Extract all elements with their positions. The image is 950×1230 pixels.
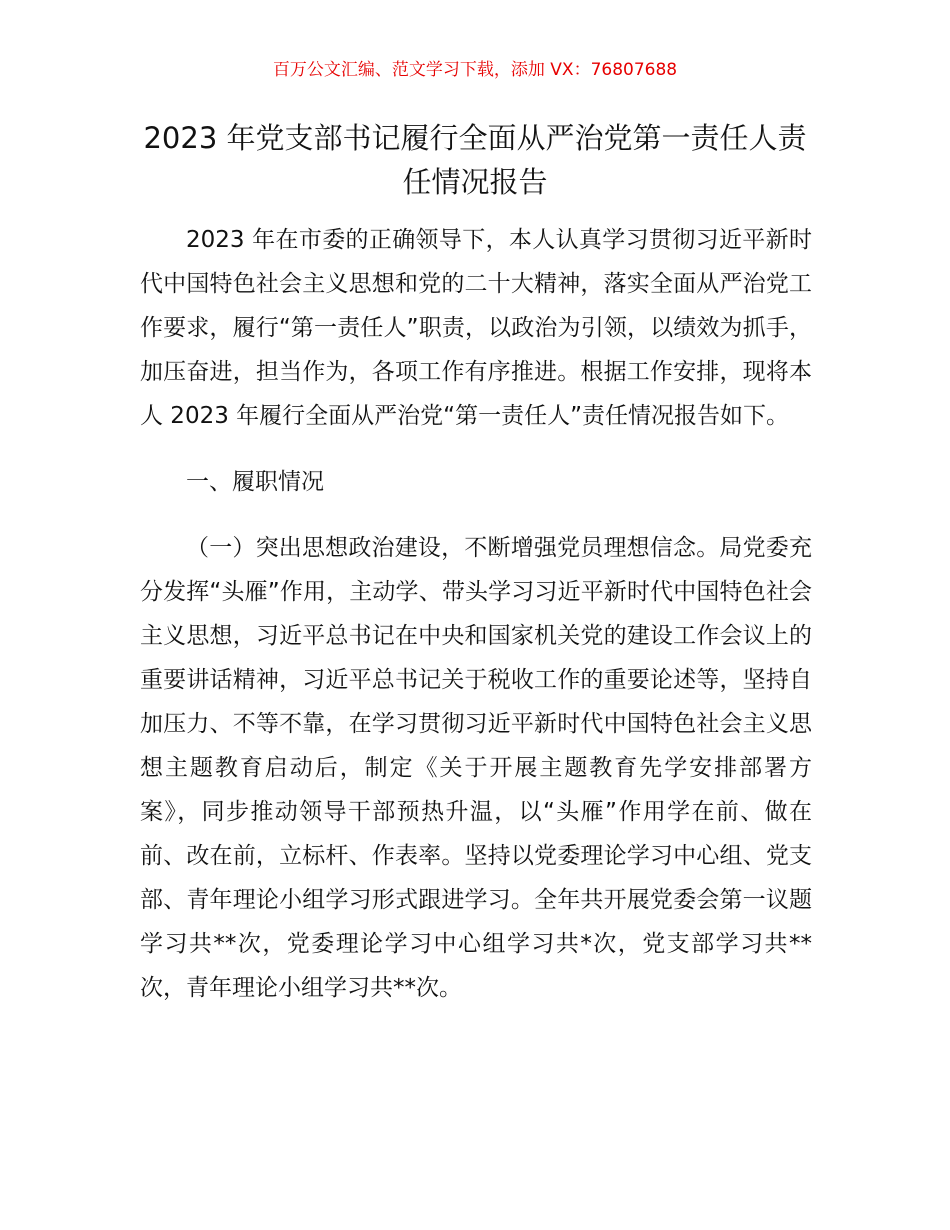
document-body (140, 218, 812, 1010)
paragraph-intro: 2023 年在市委的正确领导下，本人认真学习贯彻习近平新时代中国特色社会主义思想和党的二十大精神，落实全面从严治党工作要求，履行“第一责任人”职责，以政治为引领，以绩效为抓手，加压奋进，担当作为，各项工作有序推进。根据工作安排，现将本人 2023 年履行全面从严治党“第一责任人”责任情况报告如下。 (140, 227, 812, 429)
paragraph-section-1: （一）突出思想政治建设，不断增强党员理想信念。局党委充分发挥“头雁”作用，主动学、带头学习习近平新时代中国特色社会主义思想，习近平总书记在中央和国家机关党的建设工作会议上的重要讲话精神，习近平总书记关于税收工作的重要论述等，坚持自加压力、不等不靠，在学习贯彻习近平新时代中国特色社会主义思想主题教育启动后，制定《关于开展主题教育先学安排部署方案》，同步推动领导干部预热升温，以“头雁”作用学在前、做在前、改在前，立标杆、作表率。坚持以党委理论学习中心组、党支部、青年理论小组学习形式跟进学习。全年共开展党委会第一议题学习共**次，党委理论学习中心组学习共*次，党支部学习共**次，青年理论小组学习共**次。 (140, 535, 812, 1001)
header-note: 百万公文汇编、范文学习下载，添加 VX：76807688 (272, 60, 678, 80)
section-heading: 一、履职情况 (186, 469, 324, 495)
document-title: 2023 年党支部书记履行全面从严治党第一责任人责任情况报告 (143, 121, 807, 199)
